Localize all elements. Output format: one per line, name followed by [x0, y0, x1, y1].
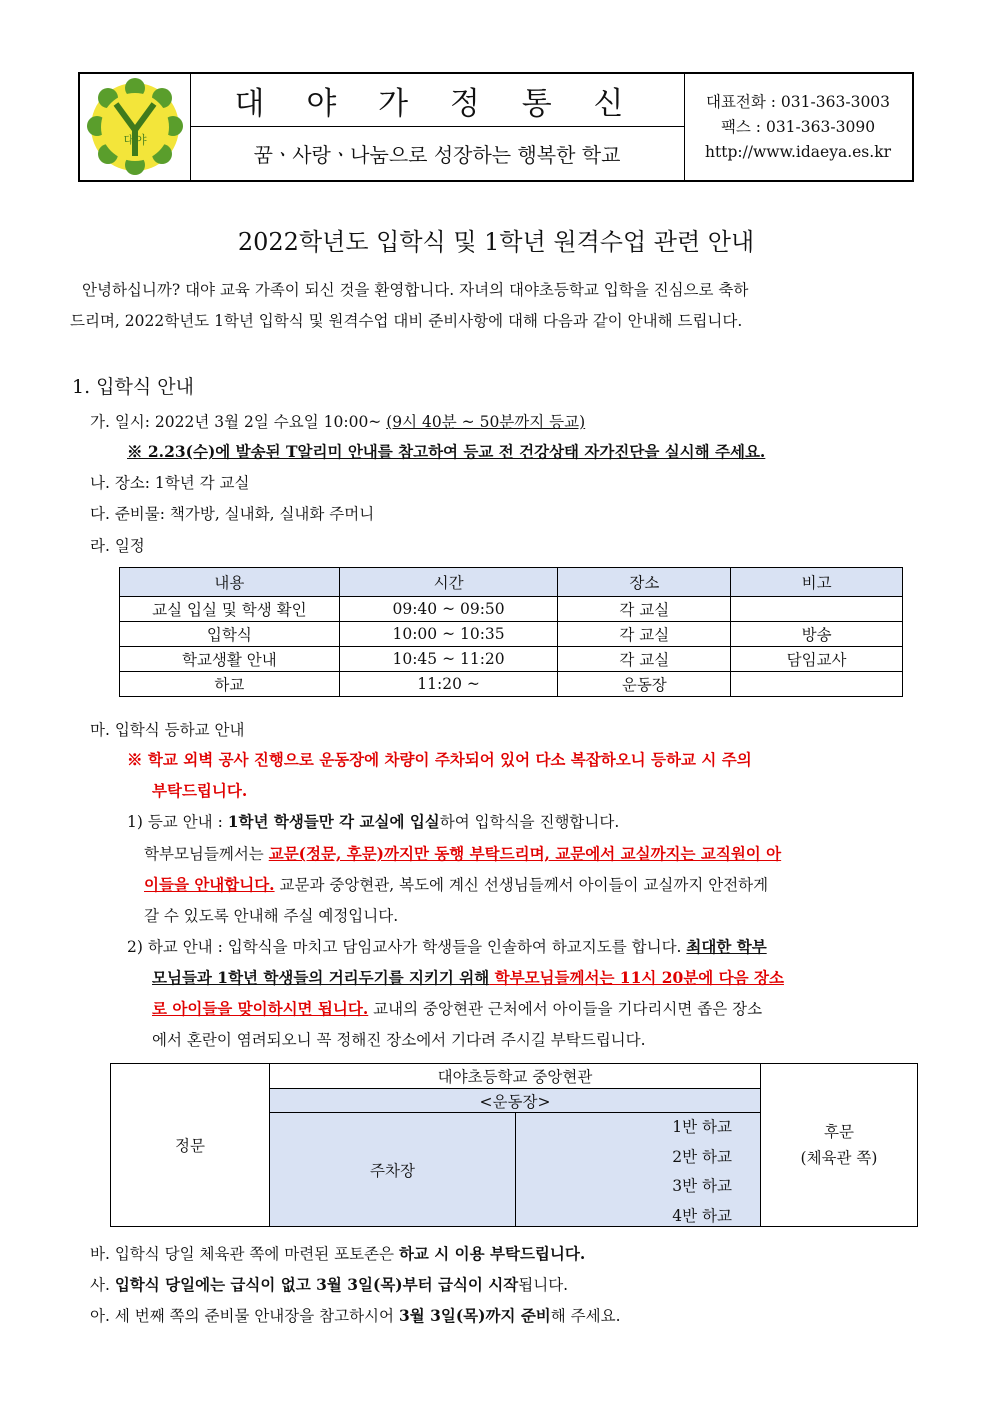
school-url[interactable]: http://www.idaeya.es.kr [705, 142, 891, 161]
intro-line-1: 안녕하십니까? 대야 교육 가족이 되신 것을 환영합니다. 자녀의 대야초등학교 입학을 진심으로 축하 [82, 281, 749, 299]
intro-line-2: 드리며, 2022학년도 1학년 입학식 및 원격수업 대비 준비사항에 대해 다음과 같이 안내해 드립니다. [70, 312, 743, 330]
back-gate-cell [760, 1064, 917, 1226]
table-row [120, 647, 903, 672]
item-a [90, 1304, 621, 1326]
playground-cell [270, 1089, 760, 1113]
arrival-guide-line-1 [127, 810, 619, 832]
dismissal-guide-line-2 [152, 966, 784, 988]
table-row [120, 672, 903, 697]
arrival-text: 학부모님들께서는 [144, 845, 269, 863]
column-header: 비고 [731, 568, 903, 597]
item-ga-text: 가. 일시: 2022년 3월 2일 수요일 10:00~ [90, 413, 387, 431]
dismissal-guide-line-3 [152, 997, 762, 1019]
arrival-label: 1) 등교 안내 : [127, 813, 228, 831]
construction-warning-line-2: 부탁드립니다. [152, 781, 248, 800]
arrival-guide-line-4: 갈 수 있도록 안내해 주실 예정입니다. [144, 907, 399, 925]
table-row [120, 622, 903, 647]
school-name: 대 야 가 정 통 신 [190, 74, 684, 127]
table-cell [731, 597, 903, 622]
supplies-text: 아. 세 번째 쪽의 준비물 안내장을 참고하시어 [90, 1307, 399, 1325]
table-cell: 09:40 ~ 09:50 [339, 597, 558, 622]
table-cell: 각 교실 [558, 622, 731, 647]
arrival-emphasis-red: 교문(정문, 후문)까지만 동행 부탁드리며, 교문에서 교실까지는 교직원이 아 [268, 844, 782, 863]
playground-label: <운동장> [479, 1092, 551, 1111]
arrival-emphasis-red: 이들을 안내합니다. [144, 875, 275, 894]
table-cell: 교실 입실 및 학생 확인 [120, 597, 340, 622]
table-cell: 10:00 ~ 10:35 [339, 622, 558, 647]
table-cell: 입학식 [120, 622, 340, 647]
item-ba [90, 1242, 585, 1264]
parking-cell [270, 1113, 516, 1226]
class-pickup-cell [516, 1113, 760, 1226]
column-header: 시간 [339, 568, 558, 597]
phone-number: 대표전화 : 031-363-3003 [705, 92, 891, 111]
table-cell: 각 교실 [558, 597, 731, 622]
dismissal-guide-line-1 [127, 935, 767, 957]
table-cell [731, 672, 903, 697]
meal-prefix: 사. [90, 1276, 115, 1294]
page-title: 2022학년도 입학식 및 1학년 원격수업 관련 안내 [237, 228, 755, 256]
meal-text: 됩니다. [518, 1276, 569, 1294]
item-ra: 라. 일정 [90, 537, 145, 555]
photozone-emphasis: 하교 시 이용 부탁드립니다. [398, 1244, 586, 1263]
class-pickup-3: 3반 하교 [672, 1177, 732, 1195]
table-cell: 방송 [731, 622, 903, 647]
class-pickup-2: 2반 하교 [672, 1147, 732, 1166]
item-ga-underlined: (9시 40분 ~ 50분까지 등교) [386, 413, 586, 431]
contact-info [684, 74, 912, 180]
table-cell: 10:45 ~ 11:20 [339, 647, 558, 672]
dismissal-emphasis-red: 학부모님들께서는 11시 20분에 다음 장소 [489, 968, 784, 987]
supplies-text-end: 해 주세요. [550, 1307, 621, 1325]
dismissal-text: 교내의 중앙현관 근처에서 아이들을 기다리시면 좁은 장소 [368, 1000, 763, 1018]
health-check-note: ※ 2.23(수)에 발송된 T알리미 안내를 참고하여 등교 전 건강상태 자가진단을 실시해 주세요. [127, 442, 766, 461]
section-heading: 1. 입학식 안내 [72, 376, 194, 398]
school-slogan: 꿈ㆍ사랑ㆍ나눔으로 성장하는 행복한 학교 [253, 143, 621, 167]
arrival-guide-line-3 [144, 873, 768, 895]
table-cell: 학교생활 안내 [120, 647, 340, 672]
class-pickup-4: 4반 하교 [672, 1206, 732, 1225]
photozone-text: 바. 입학식 당일 체육관 쪽에 마련된 포토존은 [90, 1245, 399, 1263]
school-logo-icon [80, 74, 190, 180]
dismissal-text: 2) 하교 안내 : 입학식을 마치고 담임교사가 학생들을 인솔하여 하교지도를 합니다. [127, 938, 687, 956]
arrival-guide-line-2 [144, 842, 781, 864]
central-hall-label: 대야초등학교 중앙현관 [437, 1068, 593, 1086]
fax-number: 팩스 : 031-363-3090 [720, 117, 876, 136]
arrival-text: 교문과 중앙현관, 복도에 계신 선생님들께서 아이들이 교실까지 안전하게 [274, 876, 769, 894]
back-gate-label: 후문 [824, 1123, 854, 1141]
column-header: 장소 [558, 568, 731, 597]
main-gate-label: 정문 [175, 1137, 205, 1155]
dismissal-guide-line-4: 에서 혼란이 염려되오니 꼭 정해진 장소에서 기다려 주시길 부탁드립니다. [152, 1031, 646, 1049]
newsletter-header [78, 72, 914, 182]
back-gate-sub-label: (체육관 쪽) [800, 1149, 878, 1167]
item-ga [90, 410, 585, 432]
dismissal-emphasis: 최대한 학부 [686, 937, 767, 956]
dismissal-emphasis: 모님들과 1학년 학생들의 거리두기를 지키기 위해 [152, 968, 490, 987]
central-hall-cell [270, 1064, 760, 1089]
pickup-location-map [110, 1063, 918, 1227]
table-header-row [120, 568, 903, 597]
table-cell: 운동장 [558, 672, 731, 697]
dismissal-emphasis-red: 로 아이들을 맞이하시면 됩니다. [152, 999, 369, 1018]
item-da: 다. 준비물: 책가방, 실내화, 실내화 주머니 [90, 505, 375, 523]
item-na: 나. 장소: 1학년 각 교실 [90, 474, 250, 492]
main-gate-cell [111, 1064, 270, 1226]
table-cell: 각 교실 [558, 647, 731, 672]
header-title-cell [190, 74, 685, 180]
item-ma: 마. 입학식 등하교 안내 [90, 721, 245, 739]
meal-emphasis: 입학식 당일에는 급식이 없고 3월 3일(목)부터 급식이 시작 [114, 1275, 519, 1294]
schedule-table [119, 567, 903, 697]
column-header: 내용 [120, 568, 340, 597]
class-pickup-1: 1반 하교 [672, 1118, 732, 1136]
svg-text:대야: 대야 [123, 133, 147, 147]
item-sa [90, 1273, 568, 1295]
school-logo-cell [80, 74, 191, 180]
table-cell: 11:20 ~ [339, 672, 558, 697]
parking-label: 주차장 [370, 1161, 415, 1180]
table-cell: 하교 [120, 672, 340, 697]
table-cell: 담임교사 [731, 647, 903, 672]
arrival-emphasis: 1학년 학생들만 각 교실에 입실 [227, 812, 440, 831]
table-row [120, 597, 903, 622]
construction-warning-line-1: ※ 학교 외벽 공사 진행으로 운동장에 차량이 주차되어 있어 다소 복잡하오니 등하교 시 주의 [127, 750, 752, 769]
arrival-text: 하여 입학식을 진행합니다. [439, 813, 620, 831]
supplies-emphasis: 3월 3일(목)까지 준비 [398, 1306, 551, 1325]
